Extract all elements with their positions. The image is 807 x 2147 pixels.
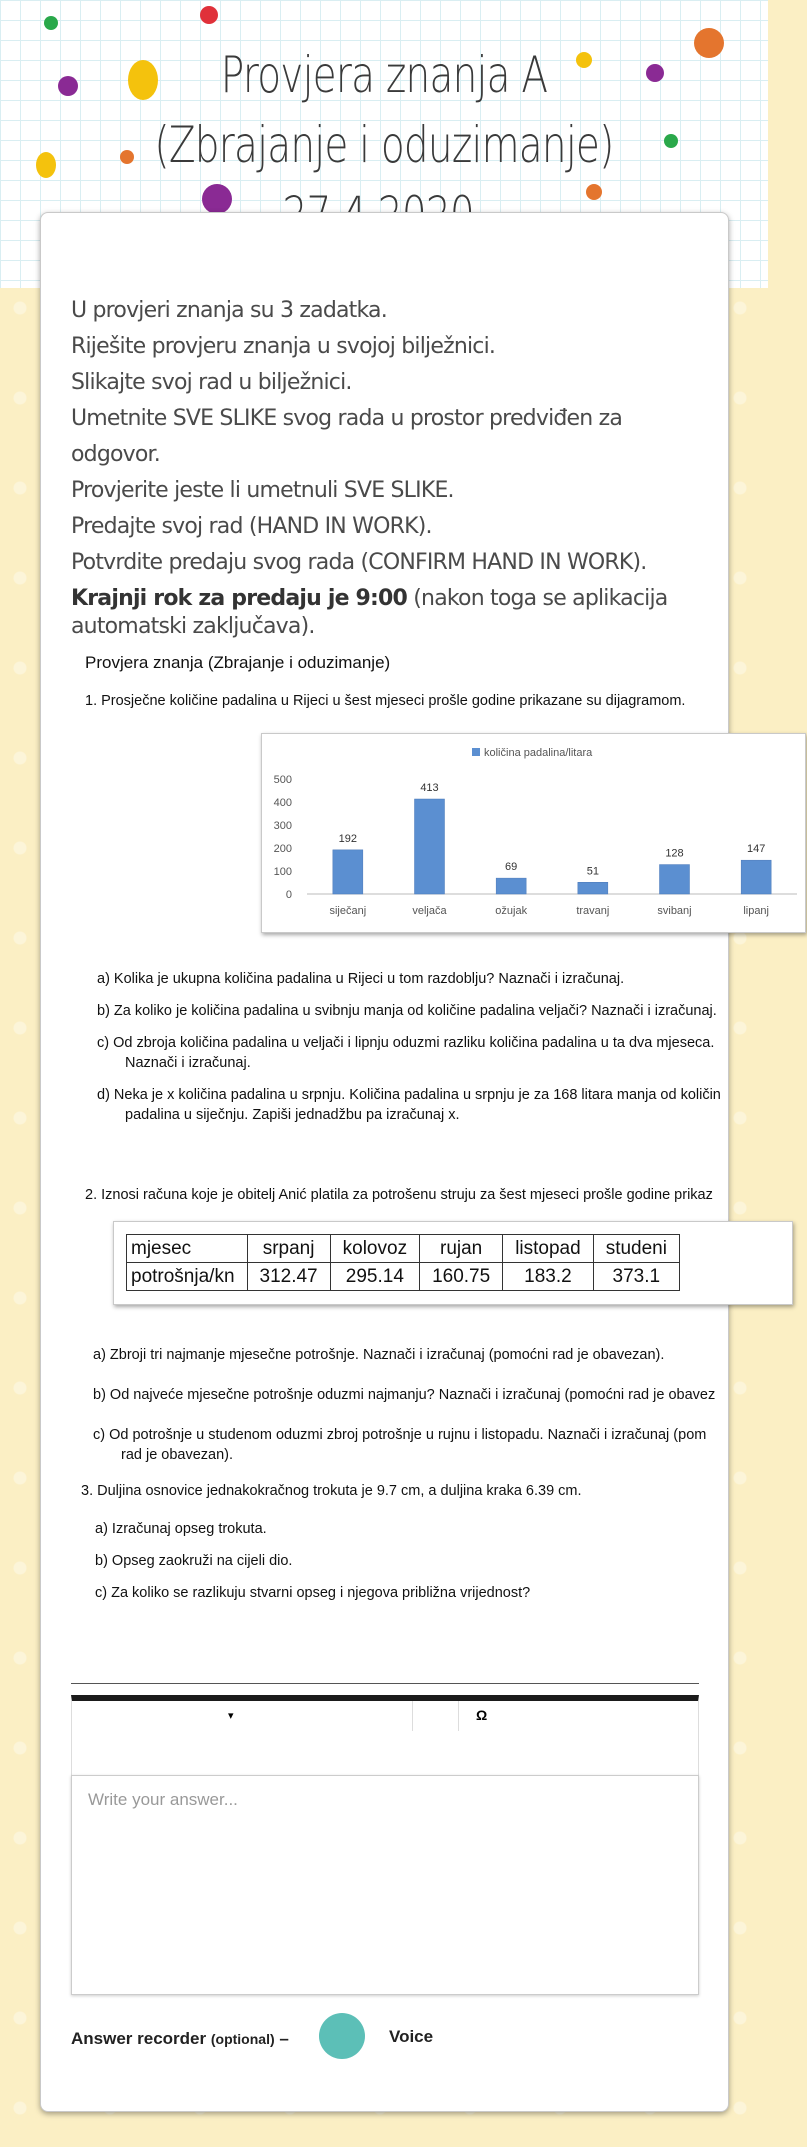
chart-bar	[333, 850, 363, 894]
question-1b: b) Za koliko je količina padalina u svibnju manja od količine padalina veljači? Naznači i izračunaj.	[97, 1003, 717, 1019]
instruction-line: U provjeri znanja su 3 zadatka.	[71, 298, 387, 323]
instruction-line: Riješite provjeru znanja u svojoj bilježnici.	[71, 334, 496, 359]
table-cell: 183.2	[503, 1263, 594, 1291]
assignment-card	[40, 212, 770, 2112]
recorder-optional: (optional)	[210, 2031, 275, 2047]
question-3: 3. Duljina osnovice jednakokračnog trokuta je 9.7 cm, a duljina kraka 6.39 cm.	[81, 1483, 582, 1499]
paint-splat	[58, 76, 78, 96]
question-3b: b) Opseg zaokruži na cijeli dio.	[95, 1553, 293, 1569]
question-1d-cont: padalina u siječnju. Zapiši jednadžbu pa izračunaj x.	[125, 1107, 460, 1123]
deadline-bold: Krajnji rok za predaju je 9:00	[71, 586, 408, 611]
toolbar-separator	[412, 1701, 413, 1731]
table-cell: studeni	[593, 1235, 679, 1263]
category-label: travanj	[576, 905, 610, 917]
paint-splat	[694, 28, 724, 58]
chevron-down-icon[interactable]: ▾	[228, 1710, 234, 1722]
y-tick-label: 400	[273, 797, 292, 809]
table-cell: 160.75	[420, 1263, 503, 1291]
answer-recorder	[71, 2013, 671, 2063]
question-2a: a) Zbroji tri najmanje mjesečne potrošnje. Naznači i izračunaj (pomoćni rad je obavezan).	[93, 1347, 665, 1363]
recorder-dash: –	[274, 2029, 289, 2048]
table-cell: 295.14	[330, 1263, 419, 1291]
answer-input[interactable]: Write your answer...	[71, 1775, 699, 1995]
data-label: 69	[505, 861, 518, 874]
chart-bar	[415, 799, 445, 894]
category-label: svibanj	[657, 905, 692, 917]
document-title: Provjera znanja (Zbrajanje i oduzimanje)	[85, 653, 391, 672]
category-label: siječanj	[329, 905, 367, 917]
data-label: 128	[665, 847, 684, 860]
question-2c-cont: rad je obavezan).	[121, 1447, 234, 1463]
question-1c-cont: Naznači i izračunaj.	[125, 1055, 251, 1071]
bill-table-box	[113, 1221, 793, 1305]
data-label: 192	[338, 832, 358, 845]
chart-bar	[496, 878, 526, 894]
table-cell: listopad	[503, 1235, 594, 1263]
paint-splat	[44, 16, 58, 30]
question-3c: c) Za koliko se razlikuju stvarni opseg i njegova približna vrijednost?	[95, 1585, 531, 1601]
legend-swatch	[472, 748, 480, 756]
legend-label: količina padalina/litara	[484, 747, 593, 759]
category-label: lipanj	[743, 905, 770, 917]
chart-bar	[660, 865, 690, 894]
recorder-label	[71, 2029, 289, 2049]
table-cell: 312.47	[247, 1263, 330, 1291]
chart-svg	[262, 734, 807, 934]
paint-splat	[200, 6, 218, 24]
instruction-line: Potvrdite predaju svog rada (CONFIRM HAND IN WORK).	[71, 550, 647, 575]
y-tick-label: 500	[273, 774, 292, 786]
paint-splat	[36, 152, 56, 178]
instruction-line: Slikajte svoj rad u bilježnici.	[71, 370, 352, 395]
question-1a: a) Kolika je ukupna količina padalina u Rijeci u tom razdoblju? Naznači i izračunaj.	[97, 971, 625, 987]
y-tick-label: 200	[273, 843, 292, 855]
deadline-text	[71, 585, 671, 641]
instruction-line: Predajte svoj rad (HAND IN WORK).	[71, 514, 432, 539]
table-cell: potrošnja/kn	[127, 1263, 248, 1291]
question-2c: c) Od potrošnje u studenom oduzmi zbroj potrošnje u rujnu i listopadu. Naznači i izračunaj (pom	[93, 1427, 707, 1443]
rainfall-chart	[261, 733, 806, 933]
table-cell: srpanj	[247, 1235, 330, 1263]
instruction-line: Provjerite jeste li umetnuli SVE SLIKE.	[71, 478, 454, 503]
chart-bar	[741, 860, 771, 894]
editor-toolbar	[71, 1695, 699, 1775]
instruction-line: Umetnite SVE SLIKE svog rada u prostor predviđen za odgovor.	[71, 406, 623, 467]
table-row	[127, 1263, 680, 1291]
toolbar-separator	[458, 1701, 459, 1731]
record-button[interactable]	[319, 2013, 365, 2059]
title-line-1: Provjera znanja A	[220, 46, 548, 104]
question-2: 2. Iznosi računa koje je obitelj Anić platila za potrošenu struju za šest mjeseci prošle godine prikaz	[85, 1187, 713, 1203]
table-cell: rujan	[420, 1235, 503, 1263]
deadline-rest: (nakon toga se aplikacija automatski zaključava).	[71, 586, 668, 639]
y-tick-label: 100	[273, 866, 292, 878]
category-label: veljača	[412, 905, 447, 917]
y-tick-label: 0	[285, 889, 292, 901]
chart-bar	[578, 882, 608, 894]
data-label: 413	[420, 782, 439, 795]
title-line-2: (Zbrajanje i oduzimanje)	[154, 116, 614, 174]
table-cell: mjesec	[127, 1235, 248, 1263]
category-label: ožujak	[495, 905, 528, 917]
bill-table	[126, 1234, 680, 1291]
voice-label: Voice	[389, 2027, 434, 2046]
special-character-icon[interactable]: Ω	[476, 1707, 488, 1723]
question-1c: c) Od zbroja količina padalina u veljači i lipnju oduzmi razliku količina padalina u ta dva mjeseca.	[97, 1035, 715, 1051]
recorder-label-text: Answer recorder	[71, 2029, 207, 2048]
table-row	[127, 1235, 680, 1263]
question-1: 1. Prosječne količine padalina u Rijeci u šest mjeseci prošle godine prikazane su dijagramom.	[85, 693, 686, 709]
question-1d: d) Neka je x količina padalina u srpnju. Količina padalina u srpnju je za 168 litara manja od količin	[97, 1087, 721, 1103]
table-cell: kolovoz	[330, 1235, 419, 1263]
question-3a: a) Izračunaj opseg trokuta.	[95, 1521, 267, 1537]
data-label: 147	[746, 843, 766, 856]
divider	[71, 1683, 699, 1684]
data-label: 51	[586, 865, 599, 878]
answer-editor	[71, 1683, 699, 1995]
instructions	[71, 293, 671, 641]
y-tick-label: 300	[273, 820, 292, 832]
table-cell: 373.1	[593, 1263, 679, 1291]
question-2b: b) Od najveće mjesečne potrošnje oduzmi najmanju? Naznači i izračunaj (pomoćni rad je obavez	[93, 1387, 716, 1403]
